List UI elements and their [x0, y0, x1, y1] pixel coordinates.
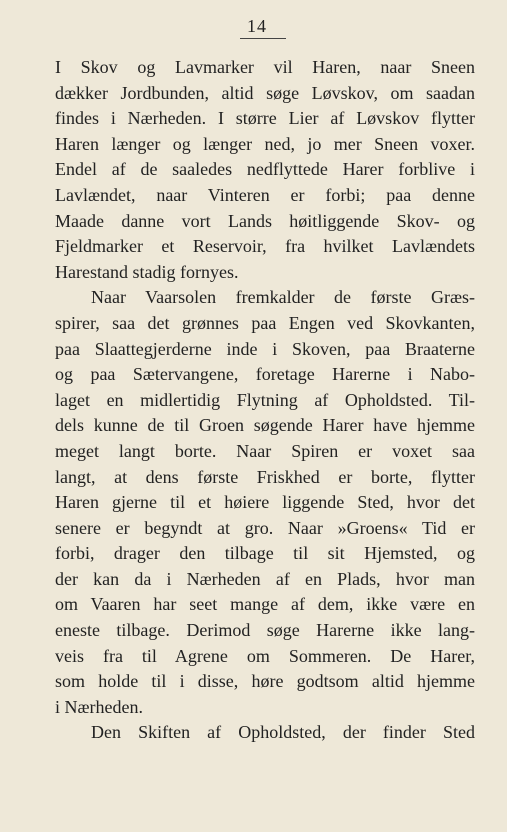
paragraph-1 [55, 55, 475, 285]
text-line: eneste tilbage. Derimod søge Harerne ikke lang- [55, 620, 475, 641]
text-line: dels kunne de til Groen søgende Harer have hjemme [55, 415, 475, 436]
text-line: Harestand stadig fornyes. [55, 261, 239, 282]
text-line: i Nærheden. [55, 696, 143, 717]
text-line: Haren gjerne til et høiere liggende Sted, hvor det [55, 492, 475, 513]
text-line: meget langt borte. Naar Spiren er voxet saa [55, 440, 475, 461]
text-line: veis fra til Agrene om Sommeren. De Harer, [55, 645, 475, 666]
text-line: Haren længer og længer ned, jo mer Sneen voxer. [55, 133, 475, 154]
text-line: senere er begyndt at gro. Naar »Groens« Tid er [55, 517, 475, 538]
text-line: forbi, drager den tilbage til sit Hjemsted, og [55, 543, 475, 564]
text-line: langt, at dens første Friskhed er borte, flytter [55, 466, 475, 487]
text-line: Endel af de saaledes nedflyttede Harer forblive i [55, 159, 475, 180]
page-number: 14 [247, 16, 267, 36]
paragraph-2 [55, 285, 475, 720]
paragraph-3 [55, 720, 475, 746]
text-line: spirer, saa det grønnes paa Engen ved Skovkanten, [55, 312, 475, 333]
text-line: laget en midlertidig Flytning af Opholdsted. Til- [55, 389, 475, 410]
page-number-rule [240, 38, 286, 39]
text-line: Fjeldmarker et Reservoir, fra hvilket Lavlændets [55, 236, 475, 257]
text-line: Lavlændet, naar Vinteren er forbi; paa denne [55, 184, 475, 205]
body-text [55, 55, 475, 746]
text-line: Den Skiften af Opholdsted, der finder Sted [91, 722, 475, 743]
text-line: findes i Nærheden. I større Lier af Løvskov flytter [55, 108, 475, 129]
text-line: Naar Vaarsolen fremkalder de første Græs- [91, 287, 475, 308]
text-line: dækker Jordbunden, altid søge Løvskov, om saadan [55, 82, 475, 103]
text-line: I Skov og Lavmarker vil Haren, naar Sneen [55, 57, 475, 77]
text-line: om Vaaren har seet mange af dem, ikke være en [55, 594, 475, 615]
text-line: der kan da i Nærheden af en Plads, hvor man [55, 568, 475, 589]
text-line: og paa Sætervangene, foretage Harerne i Nabo- [55, 364, 475, 385]
text-line: Maade danne vort Lands høitliggende Skov- og [55, 210, 475, 231]
text-line: paa Slaattegjerderne inde i Skoven, paa Braaterne [55, 338, 475, 359]
text-line: som holde til i disse, høre godtsom altid hjemme [55, 671, 475, 692]
